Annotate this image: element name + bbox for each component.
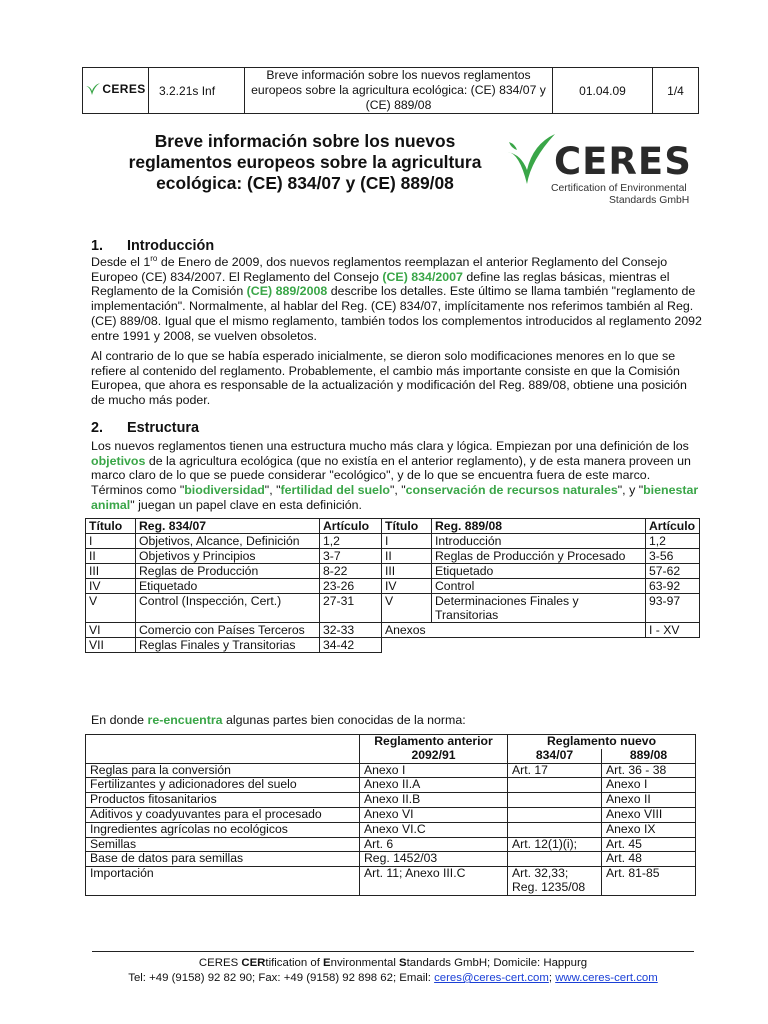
structure-table [85,518,700,653]
mini-logo-text: CERES [102,82,146,96]
table-row: Reglas para la conversión Anexo I Art. 17 Art. 36 - 38 [86,763,696,778]
table-row: III Reglas de Producción 8-22 III Etiquetado 57-62 [86,564,700,579]
table-row: IV Etiquetado 23-26 IV Control 63-92 [86,579,700,594]
section-heading-estructura: 2. Estructura [91,420,199,436]
intro-paragraph-2: Al contrario de lo que se había esperado inicialmente, se dieron solo modificaciones menores en lo que se refiere al contenido del reglamento. Probablemente, el cambio más importante consiste en que la Comisión Europea, que ahora es responsable de la actualización y modificación del Reg. 889/08, obtiene una posición de mucho más poder. [91,349,687,408]
structure-paragraph: Los nuevos reglamentos tienen una estructura mucho más clara y lógica. Empiezan por una definición de los objetivos de la agricultura ecológica (que no existía en el anterior reglamento), y de esta manera proveen un marco claro de lo que se puede considerar "ecológico", y de lo que se encuentra fuera de este marco. Términos como "biodiversidad", "fertilidad del suelo", "conservación de recursos naturales", y "bienestar animal" juegan un papel clave en esta definición. [91,439,699,512]
doc-date: 01.04.09 [553,68,653,114]
email-link[interactable]: ceres@ceres-cert.com [434,972,549,984]
table-header-row: Título Reg. 834/07 Artículo Título Reg. 889/08 Artículo [86,519,700,534]
ceres-leaf-icon [505,130,557,188]
leaf-icon [85,81,101,97]
table-row: Ingredientes agrícolas no ecológicos Anexo VI.C Anexo IX [86,822,696,837]
table-header-row: 834/07 889/08 [86,749,696,763]
table-row: Base de datos para semillas Reg. 1452/03 Art. 48 [86,852,696,867]
footer-divider [92,951,694,952]
header-title: Breve información sobre los nuevos reglamentos europeos sobre la agricultura ecológica: (CE) 834/07 y (CE) 889/08 [245,68,553,114]
table-row: Fertilizantes y adicionadores del suelo Anexo II.A Anexo I [86,778,696,793]
document-header [82,67,699,114]
intro-paragraph-1: Desde el $1^{ro}$ de Enero de 2009, dos nuevos reglamentos reemplazan el anterior Reglamento del Consejo Europeo (CE) 834/2007. El Reglamento del Consejo (CE) 834/2007 define las reglas básicas, mientras el Reglamento de la Comisión (CE) 889/2008 describe los detalles. Este último se llama también "reglamento de implementación". Normalmente, al hablar del Reg. (CE) 834/07, implícitamente nos referimos también al Reg. (CE) 889/08. Igual que el mismo reglamento, también todos los complementos introducidos al reglamento 2092 entre 1991 y 2008, se vuelven obsoletos. [91,254,702,343]
footer-company-line: CERES CERtification of Environmental Standards GmbH; Domicile: Happurg [198,957,588,969]
table-row: Aditivos y coadyuvantes para el procesado Anexo VI Anexo VIII [86,807,696,822]
doc-code: 3.2.21s Inf [149,68,245,114]
logo-wordmark: CERES [554,140,692,183]
logo-subtitle-1: Certification of Environmental [551,183,687,194]
norm-parts-table [85,734,696,896]
section-heading-introduccion: 1. Introducción [91,238,215,254]
table-row: I Objetivos, Alcance, Definición 1,2 I Introducción 1,2 [86,534,700,549]
logo-subtitle-2: Standards GmbH [609,195,690,206]
table-row: VII Reglas Finales y Transitorias 34-42 [86,638,700,653]
footer-contact-line: Tel: +49 (9158) 92 82 90; Fax: +49 (9158) 92 898 62; Email: ceres@ceres-cert.com; www.ceres-cert.com [128,972,658,984]
reencuentra-paragraph: En donde re-encuentra algunas partes bien conocidas de la norma: [91,713,466,727]
table-row: II Objetivos y Principios 3-7 II Reglas de Producción y Procesado 3-56 [86,549,700,564]
ceres-mini-logo [85,81,145,97]
table-row: VI Comercio con Países Terceros 32-33 Anexos I - XV [86,623,700,638]
table-row: Importación Art. 11; Anexo III.C Art. 32,33; Reg. 1235/08 Art. 81-85 [86,867,696,896]
table-row: Productos fitosanitarios Anexo II.B Anexo II [86,793,696,808]
page-title: Breve información sobre los nuevos reglamentos europeos sobre la agricultura ecológica: (CE) 834/07 y (CE) 889/08 [128,131,482,193]
page-number: 1/4 [653,68,699,114]
ceres-logo [505,130,705,210]
header-logo-cell [83,68,149,114]
table-row: V Control (Inspección, Cert.) 27-31 V Determinaciones Finales y Transitorias 93-97 [86,594,700,623]
website-link[interactable]: www.ceres-cert.com [555,972,658,984]
table-header-row: Reglamento anterior 2092/91 Reglamento nuevo [86,735,696,749]
table-row: Semillas Art. 6 Art. 12(1)(i); Art. 45 [86,837,696,852]
